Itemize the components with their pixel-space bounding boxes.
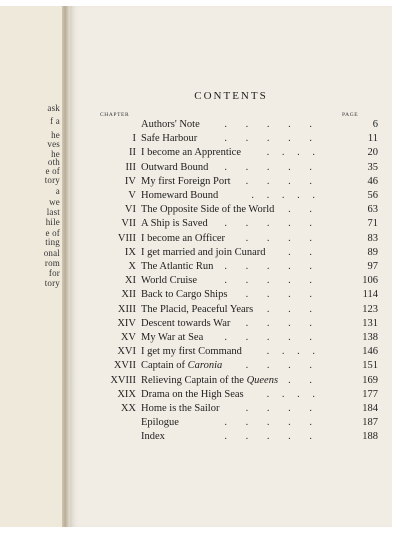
chapter-title-text: Safe Harbour [141, 133, 198, 145]
toc-entry [70, 345, 392, 359]
chapter-title-text: The Atlantic Run [141, 261, 214, 272]
chapter-title-text: Authors' Note [141, 119, 200, 130]
left-page-text-fragment: e of [45, 228, 60, 238]
chapter-title [141, 416, 179, 430]
left-page-text-fragment: we [49, 197, 60, 207]
toc-entry [70, 246, 392, 260]
chapter-number: XI [124, 275, 136, 287]
toc-entry [70, 132, 392, 146]
chapter-title [141, 388, 244, 402]
page-number: 56 [367, 190, 378, 201]
chapter-title [141, 345, 242, 359]
chapter-number: V [128, 190, 136, 201]
chapter-number: VII [121, 218, 136, 230]
page-number: 63 [367, 204, 378, 216]
chapter-title [141, 260, 213, 274]
left-page-text-fragment: e of [45, 166, 60, 176]
chapter-title-text: Homeward Bound [141, 190, 219, 201]
chapter-number: IV [124, 175, 136, 187]
page-number: 151 [362, 360, 378, 372]
chapter-title [141, 161, 208, 175]
chapter-title [141, 146, 241, 160]
page-number: 187 [362, 417, 378, 429]
toc-entry [70, 416, 392, 430]
leader-dots: . . . . [245, 232, 320, 244]
chapter-title [141, 317, 230, 331]
chapter-number: IX [124, 246, 136, 258]
page-number: 11 [367, 133, 378, 145]
chapter-title-text: Captain of [141, 360, 188, 372]
left-page-text-fragment: onal [43, 248, 60, 258]
page-number: 71 [367, 218, 378, 230]
leader-dots: . . . . . [224, 431, 320, 443]
chapter-title [141, 217, 208, 231]
toc-entry [70, 359, 392, 373]
left-page-text-fragment: tory [44, 278, 60, 288]
contents-page [70, 6, 392, 527]
leader-dots: . . . . . [224, 133, 320, 145]
leader-dots: . . . . . [224, 275, 320, 287]
toc-entry [70, 303, 392, 317]
page-number: 35 [367, 161, 378, 173]
chapter-number: XIV [117, 317, 136, 329]
leader-dots: . . [288, 246, 320, 258]
chapter-number: XVII [113, 360, 136, 372]
left-page [0, 6, 63, 527]
chapter-title [141, 203, 274, 217]
toc-entry [70, 217, 392, 231]
page-number: 123 [362, 303, 378, 315]
chapter-title [141, 402, 219, 416]
chapter-number: II [129, 147, 136, 159]
toc-entry [70, 118, 392, 132]
page-number: 184 [362, 403, 378, 414]
page-column-header: PAGE [342, 112, 359, 118]
chapter-title-text: The Opposite Side of the World [141, 204, 275, 216]
chapter-title-text: World Cruise [141, 275, 198, 287]
chapter-title-text: Home is the Sailor [141, 403, 220, 414]
left-page-text-fragment: for [48, 268, 60, 278]
chapter-title [141, 274, 197, 288]
left-page-text-fragment: tory [44, 175, 60, 185]
leader-dots: . . . . . [224, 119, 320, 130]
left-page-text-fragment: ask [47, 103, 60, 113]
toc-entry [70, 189, 392, 203]
chapter-number: III [125, 161, 136, 173]
contents-title: CONTENTS [194, 90, 268, 102]
chapter-title-text: The Placid, Peaceful Years [141, 303, 254, 315]
leader-dots: . . . . [245, 289, 320, 301]
left-page-text-fragment: a [55, 186, 60, 196]
page-number: 97 [367, 261, 378, 272]
leader-dots: . . . . . [224, 161, 320, 173]
leader-dots: . . . . [245, 317, 320, 329]
leader-dots: . . . . [245, 360, 320, 372]
toc-entry [70, 161, 392, 175]
chapter-title [141, 118, 200, 132]
chapter-title-italic: Queens [246, 374, 279, 386]
chapter-title-text: Back to Cargo Ships [141, 289, 228, 301]
leader-dots: . . . . . [224, 218, 320, 230]
leader-dots: . . . [266, 303, 320, 315]
toc-entry [70, 402, 392, 416]
toc-entry [70, 317, 392, 331]
toc-entry [70, 388, 392, 402]
leader-dots: . . . . . [224, 332, 320, 343]
chapter-title [141, 232, 225, 246]
chapter-column-header: CHAPTER [100, 112, 130, 118]
toc-entry [70, 430, 392, 444]
chapter-number: VI [124, 204, 136, 216]
toc-entry [70, 203, 392, 217]
left-page-text-fragment: oth [47, 157, 60, 167]
toc-entry [70, 374, 392, 388]
chapter-title-italic: Caronia [187, 360, 223, 372]
chapter-number: VIII [117, 232, 136, 244]
chapter-title-text: Drama on the High Seas [141, 388, 244, 400]
page-number: 169 [362, 374, 378, 386]
chapter-title-text: I become an Officer [141, 232, 226, 244]
page-number: 138 [362, 332, 378, 343]
toc-entry [70, 288, 392, 302]
chapter-title [141, 175, 231, 189]
leader-dots: . . . . . [224, 417, 320, 429]
toc-entry [70, 175, 392, 189]
leader-dots: . . . . [245, 403, 320, 414]
chapter-title [141, 246, 266, 260]
toc-entry [70, 260, 392, 274]
page-number: 114 [362, 289, 378, 301]
leader-dots: . . [288, 204, 320, 216]
chapter-title-text: Index [141, 431, 165, 443]
page-number: 20 [367, 147, 378, 159]
left-page-text-fragment: last [46, 207, 60, 217]
chapter-title [141, 288, 227, 302]
toc-entry [70, 146, 392, 160]
chapter-number: XVIII [110, 374, 136, 386]
toc-entry [70, 331, 392, 345]
chapter-title-text: I become an Apprentice [141, 147, 241, 159]
page-number: 131 [362, 317, 378, 329]
chapter-title-text: A Ship is Saved [141, 218, 208, 230]
left-page-text-fragment: hile [45, 217, 60, 227]
left-page-text-fragment: he [51, 130, 60, 140]
chapter-title-text: My first Foreign Port [141, 175, 231, 187]
leader-dots: . . . . . [224, 261, 320, 272]
chapter-title-text: Epilogue [141, 417, 179, 429]
chapter-number: XII [121, 289, 136, 301]
chapter-title [141, 374, 278, 388]
chapter-title [141, 132, 197, 146]
chapter-number: XIX [117, 388, 136, 400]
leader-dots: . . [288, 374, 320, 386]
page-number: 6 [372, 119, 378, 130]
chapter-number: X [128, 261, 136, 272]
chapter-title [141, 331, 203, 345]
page-number: 46 [367, 175, 378, 187]
chapter-number: XIII [117, 303, 136, 315]
left-page-text-fragment: he [51, 149, 60, 159]
left-page-text-fragment: ting [45, 237, 60, 247]
left-page-text-fragment: rom [44, 258, 60, 268]
left-page-text-fragment: ves [47, 139, 60, 149]
chapter-number: XVI [117, 346, 136, 358]
chapter-title-text: I get married and join Cunard [141, 246, 266, 258]
toc-entry [70, 274, 392, 288]
chapter-title-text: Descent towards War [141, 317, 231, 329]
chapter-number: XX [120, 403, 136, 414]
page-number: 188 [362, 431, 378, 443]
page-number: 146 [362, 346, 378, 358]
page-number: 83 [367, 232, 378, 244]
chapter-title-text: Outward Bound [141, 161, 209, 173]
page-number: 177 [362, 388, 378, 400]
book-gutter [62, 6, 70, 527]
chapter-title [141, 189, 218, 203]
chapter-number: XV [120, 332, 136, 343]
chapter-title [141, 359, 222, 373]
chapter-title-text: Relieving Captain of the [141, 374, 247, 386]
leader-dots: . . . . . [251, 190, 320, 201]
leader-dots: . . . . [266, 147, 320, 159]
left-page-text-fragment: f a [50, 116, 60, 126]
chapter-title [141, 303, 253, 317]
chapter-title [141, 430, 165, 444]
chapter-title-text: My War at Sea [141, 332, 204, 343]
page-number: 106 [362, 275, 378, 287]
chapter-title-text: I get my first Command [141, 346, 242, 358]
chapter-number: I [132, 133, 136, 145]
page-number: 89 [367, 246, 378, 258]
leader-dots: . . . . [245, 175, 320, 187]
toc-entry [70, 232, 392, 246]
leader-dots: . . . . [266, 388, 320, 400]
leader-dots: . . . . [266, 346, 320, 358]
